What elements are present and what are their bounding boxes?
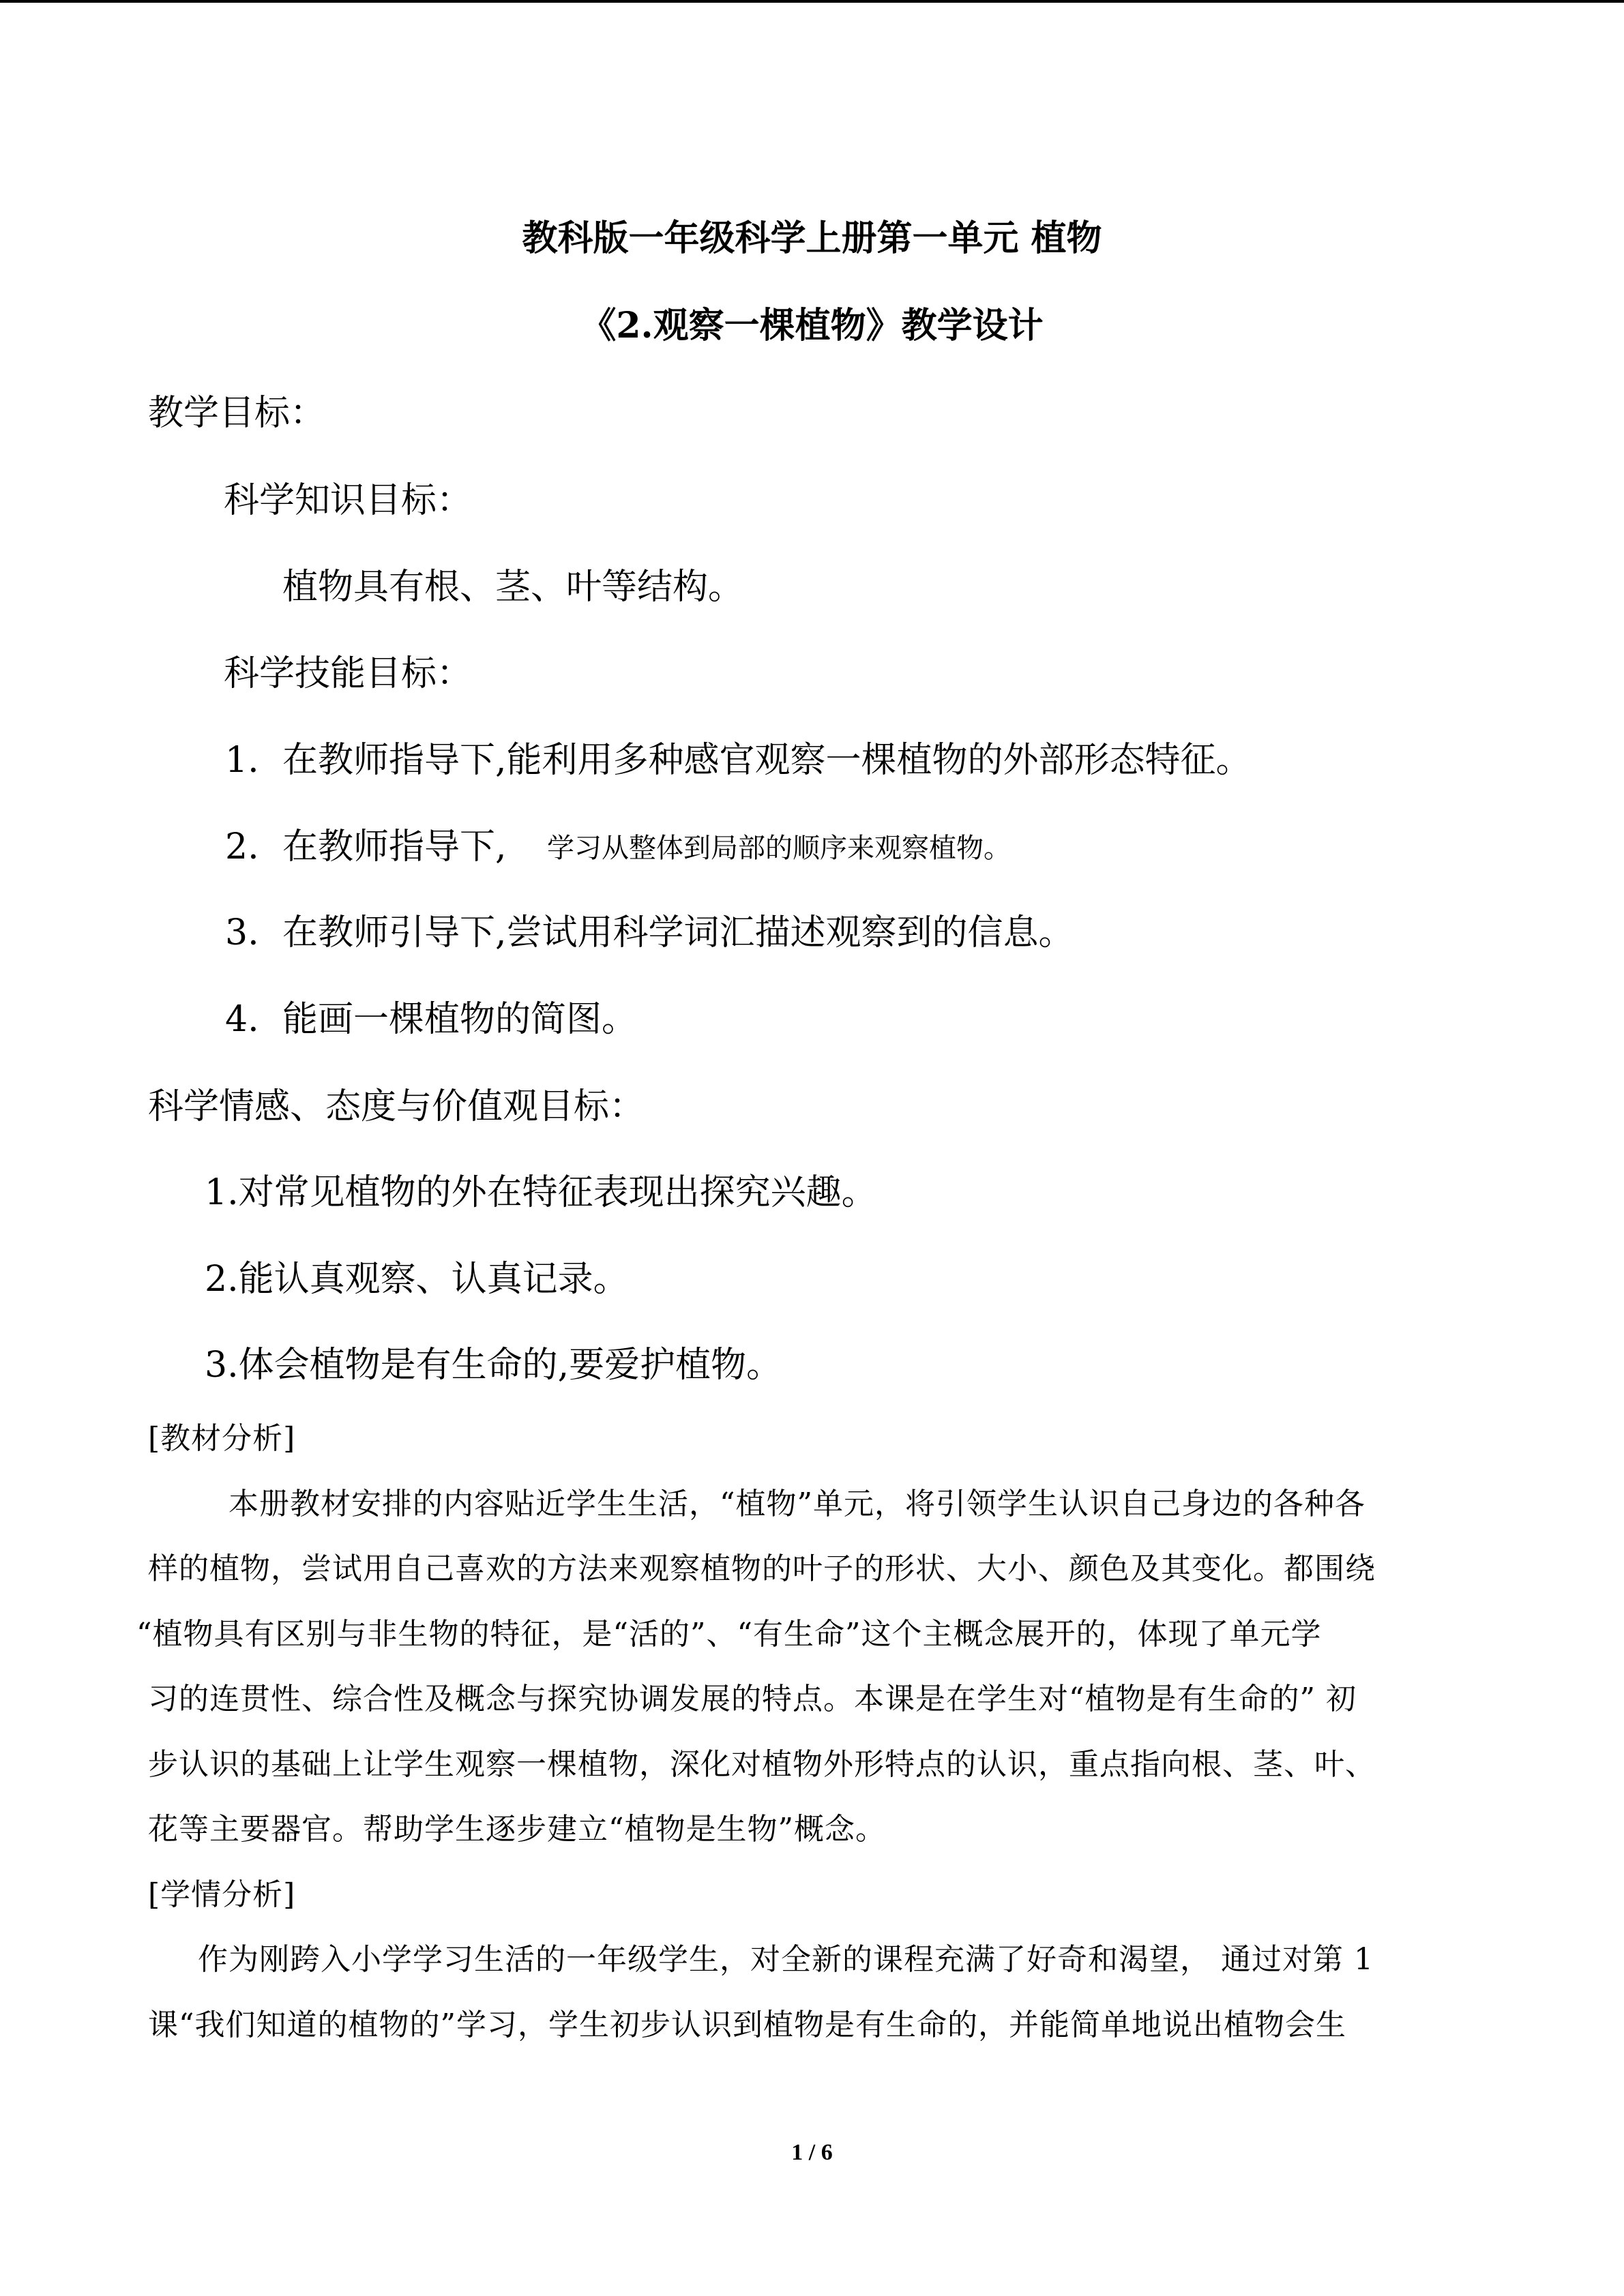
skill-item-1: 在教师指导下,能利用多种感官观察一棵植物的外部形态特征。 bbox=[282, 740, 1252, 781]
textbook-paragraph-line-4: 习的连贯性、综合性及概念与探究协调发展的特点。本课是在学生对“植物是有生命的” 初 bbox=[148, 1682, 1357, 1716]
skill-item-2-continued: 学习从整体到局部的顺序来观察植物。 bbox=[547, 833, 1011, 864]
document-title: 教科版一年级科学上册第一单元 植物 bbox=[522, 218, 1102, 259]
textbook-paragraph-line-3: “植物具有区别与非生物的特征，是“活的”、“有生命”这个主概念展开的，体现了单元学 bbox=[136, 1617, 1322, 1652]
attitude-item-1: 1.对常见植物的外在特征表现出探究兴趣。 bbox=[205, 1172, 877, 1213]
skill-heading: 科学技能目标： bbox=[224, 653, 473, 694]
skill-item-1-number: 1. bbox=[225, 740, 259, 781]
learner-analysis-heading: [学情分析] bbox=[148, 1877, 296, 1912]
textbook-paragraph-line-1: 本册教材安排的内容贴近学生生活，“植物”单元，将引领学生认识自己身边的各种各 bbox=[228, 1487, 1365, 1521]
knowledge-heading: 科学知识目标： bbox=[224, 480, 473, 521]
document-subtitle: 《2.观察一棵植物》教学设计 bbox=[580, 305, 1044, 346]
textbook-paragraph-line-2: 样的植物，尝试用自己喜欢的方法来观察植物的叶子的形状、大小、颜色及其变化。都围绕 bbox=[148, 1551, 1376, 1586]
knowledge-item: 植物具有根、茎、叶等结构。 bbox=[282, 567, 744, 608]
skill-item-3: 在教师引导下,尝试用科学词汇描述观察到的信息。 bbox=[282, 912, 1074, 953]
skill-item-2: 在教师指导下, bbox=[282, 826, 507, 867]
attitude-heading: 科学情感、态度与价值观目标： bbox=[148, 1086, 645, 1127]
textbook-paragraph-line-6: 花等主要器官。帮助学生逐步建立“植物是生物”概念。 bbox=[148, 1812, 886, 1847]
textbook-paragraph-line-5: 步认识的基础上让学生观察一棵植物，深化对植物外形特点的认识，重点指向根、茎、叶、 bbox=[148, 1747, 1376, 1782]
learner-paragraph-line-2: 课“我们知道的植物的”学习，学生初步认识到植物是有生命的，并能简单地说出植物会生 bbox=[148, 2008, 1346, 2042]
learner-paragraph-line-1: 作为刚跨入小学学习生活的一年级学生，对全新的课程充满了好奇和渴望， 通过对第 1 bbox=[198, 1942, 1374, 1977]
skill-item-2-number: 2. bbox=[225, 826, 259, 867]
skill-item-4: 能画一棵植物的简图。 bbox=[282, 999, 638, 1040]
skill-item-4-number: 4. bbox=[225, 999, 259, 1040]
skill-item-3-number: 3. bbox=[225, 912, 259, 953]
textbook-analysis-heading: [教材分析] bbox=[148, 1421, 296, 1456]
top-border-rule bbox=[0, 0, 1624, 3]
attitude-item-3: 3.体会植物是有生命的,要爱护植物。 bbox=[205, 1345, 782, 1386]
objectives-heading: 教学目标： bbox=[148, 393, 326, 434]
attitude-item-2: 2.能认真观察、认真记录。 bbox=[205, 1259, 629, 1300]
page-number: 1 / 6 bbox=[791, 2140, 833, 2165]
